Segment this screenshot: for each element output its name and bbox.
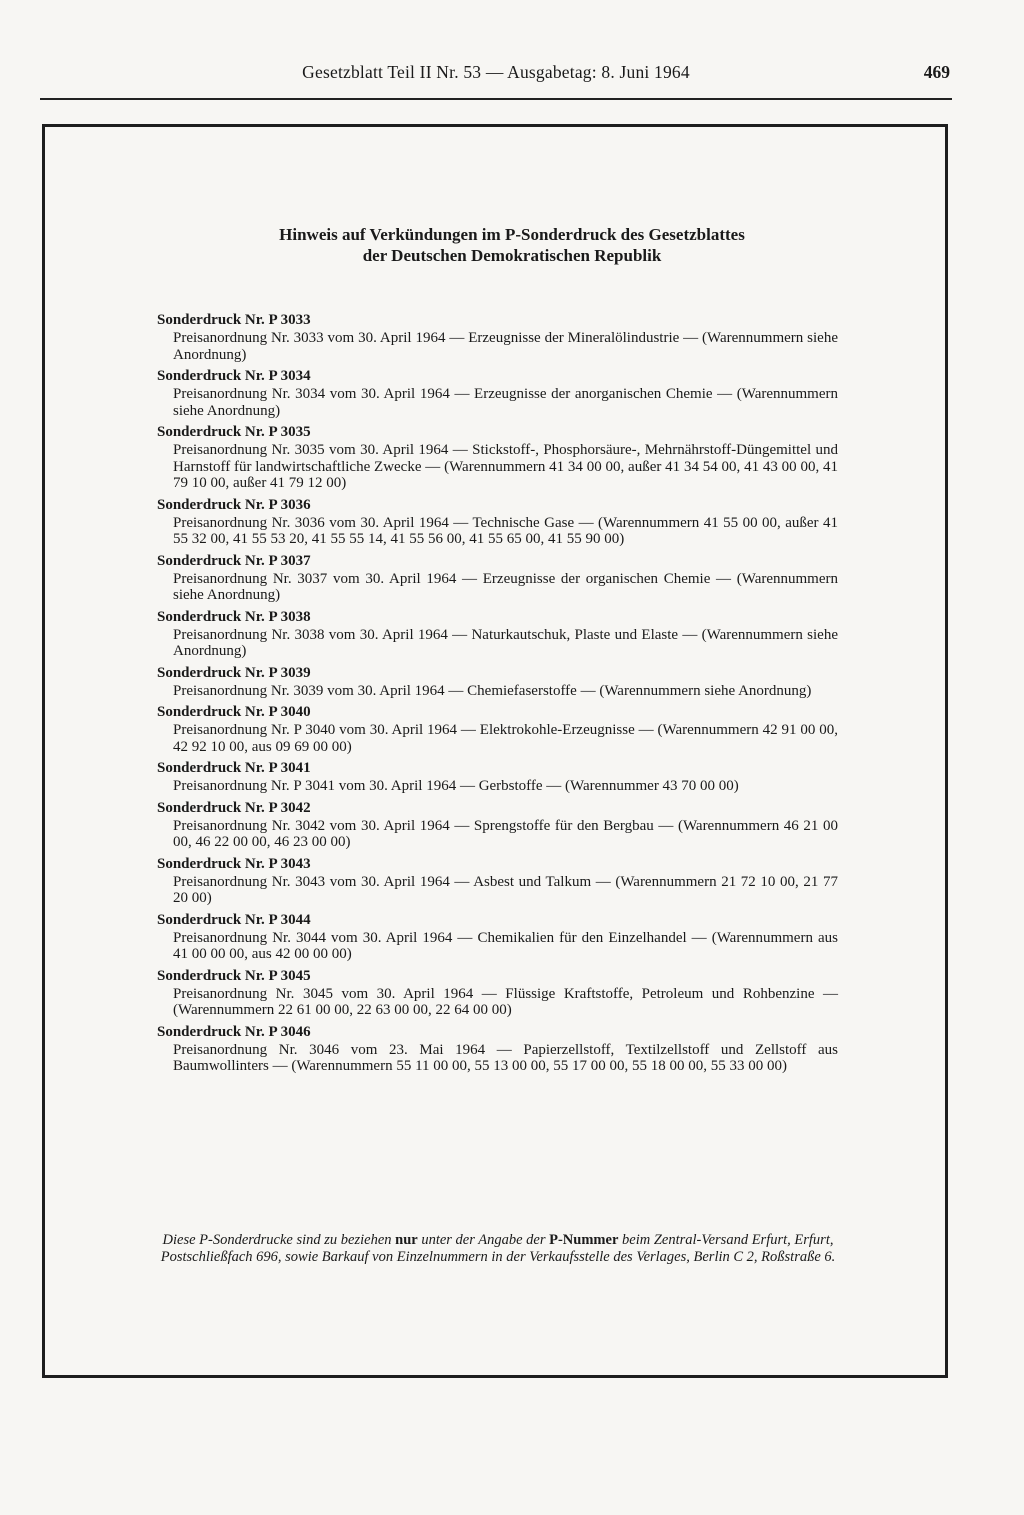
entry-list — [157, 311, 838, 1079]
note-emphasis-nur: nur — [395, 1232, 418, 1248]
entry-title: Sonderdruck Nr. P 3033 — [157, 312, 311, 328]
note-text-1: Diese P-Sonderdrucke sind zu beziehen — [162, 1232, 396, 1248]
entry-text: Preisanordnung Nr. 3034 vom 30. April 1964 — Erzeugnisse der anorganischen Chemie — (Warennummern siehe Anordnung) — [173, 386, 838, 419]
entry-text: Preisanordnung Nr. P 3040 vom 30. April 1964 — Elektrokohle-Erzeugnisse — (Warennummern 42 91 00 00, 42 92 10 00, aus 09 69 00 00) — [173, 722, 838, 755]
entry-text: Preisanordnung Nr. 3044 vom 30. April 1964 — Chemikalien für den Einzelhandel — (Warennummern aus 41 00 00 00, aus 42 00 00 00) — [173, 929, 838, 962]
ordering-note — [160, 1232, 836, 1266]
list-item — [157, 759, 838, 795]
entry-text: Preisanordnung Nr. 3037 vom 30. April 1964 — Erzeugnisse der organischen Chemie — (Warennummern siehe Anordnung) — [173, 570, 838, 603]
list-item — [157, 664, 838, 700]
entry-text: Preisanordnung Nr. 3046 vom 23. Mai 1964 — Papierzellstoff, Textilzellstoff und Zellstoff aus Baumwollinters — (Warennummern 55 11 00 00, 55 13 00 00, 55 17 00 00, 55 18 00 00, 55 33 00 00) — [173, 1041, 838, 1074]
entry-text: Preisanordnung Nr. 3043 vom 30. April 1964 — Asbest und Talkum — (Warennummern 21 72 10 00, 21 77 20 00) — [173, 873, 838, 906]
list-item — [157, 423, 838, 492]
entry-title: Sonderdruck Nr. P 3038 — [157, 608, 311, 625]
entry-title: Sonderdruck Nr. P 3044 — [157, 911, 311, 928]
notice-heading-line-2: der Deutschen Demokratischen Republik — [362, 246, 662, 265]
list-item — [157, 1023, 838, 1075]
entry-title: Sonderdruck Nr. P 3043 — [157, 855, 311, 872]
entry-text: Preisanordnung Nr. 3045 vom 30. April 1964 — Flüssige Kraftstoffe, Petroleum und Rohbenzine — (Warennummern 22 61 00 00, 22 63 00 00, 22 64 00 00) — [173, 985, 838, 1018]
list-item — [157, 552, 838, 604]
entry-text: Preisanordnung Nr. 3038 vom 30. April 1964 — Naturkautschuk, Plaste und Elaste — (Warennummern siehe Anordnung) — [173, 626, 838, 659]
entry-title: Sonderdruck Nr. P 3035 — [157, 424, 311, 440]
entry-title: Sonderdruck Nr. P 3037 — [157, 552, 311, 569]
list-item — [157, 703, 838, 755]
entry-text: Preisanordnung Nr. 3035 vom 30. April 1964 — Stickstoff-, Phosphorsäure-, Mehrnährstoff-Düngemittel und Harnstoff für landwirtschaftliche Zwecke — (Warennummern 41 34 00 00, außer 41 34 54 00, 41 43 00 00, 41 79 10 00, außer 41 79 12 00) — [173, 442, 838, 491]
entry-text: Preisanordnung Nr. P 3041 vom 30. April 1964 — Gerbstoffe — (Warennummer 43 70 00 00) — [173, 778, 739, 794]
entry-text: Preisanordnung Nr. 3036 vom 30. April 1964 — Technische Gase — (Warennummern 41 55 00 00, außer 41 55 32 00, 41 55 53 20, 41 55 55 14, 41 55 56 00, 41 55 65 00, 41 55 90 00) — [173, 514, 838, 547]
list-item — [157, 367, 838, 419]
entry-title: Sonderdruck Nr. P 3039 — [157, 664, 311, 681]
entry-text: Preisanordnung Nr. 3039 vom 30. April 1964 — Chemiefaserstoffe — (Warennummern siehe Anordnung) — [173, 682, 812, 699]
list-item — [157, 799, 838, 851]
entry-title: Sonderdruck Nr. P 3046 — [157, 1023, 311, 1040]
entry-title: Sonderdruck Nr. P 3034 — [157, 368, 311, 384]
notice-heading-line-1: Hinweis auf Verkündungen im P-Sonderdruck des Gesetzblattes — [279, 225, 745, 244]
entry-title: Sonderdruck Nr. P 3036 — [157, 496, 311, 513]
list-item — [157, 608, 838, 660]
entry-title: Sonderdruck Nr. P 3045 — [157, 967, 311, 984]
list-item — [157, 911, 838, 963]
running-head — [40, 58, 952, 100]
list-item — [157, 496, 838, 548]
entry-text: Preisanordnung Nr. 3033 vom 30. April 1964 — Erzeugnisse der Mineralölindustrie — (Warennummern siehe Anordnung) — [173, 330, 838, 363]
note-emphasis-p-nummer: P-Nummer — [549, 1232, 619, 1248]
note-text-2: unter der Angabe der — [417, 1232, 550, 1248]
note-text-3: beim Zentral-Versand Erfurt, Erfurt, Postschließfach 696, sowie Barkauf von Einzelnummern in der Verkaufsstelle des Verlages, Berlin C 2, Roßstraße 6. — [160, 1232, 836, 1265]
notice-heading — [0, 224, 1024, 266]
page-number: 469 — [923, 62, 950, 82]
entry-text: Preisanordnung Nr. 3042 vom 30. April 1964 — Sprengstoffe für den Bergbau — (Warennummern 46 21 00 00, 46 22 00 00, 46 23 00 00) — [173, 817, 838, 850]
entry-title: Sonderdruck Nr. P 3040 — [157, 704, 311, 720]
running-title: Gesetzblatt Teil II Nr. 53 — Ausgabetag: 8. Juni 1964 — [302, 62, 690, 82]
entry-title: Sonderdruck Nr. P 3041 — [157, 760, 311, 776]
list-item — [157, 311, 838, 363]
entry-title: Sonderdruck Nr. P 3042 — [157, 799, 311, 816]
list-item — [157, 967, 838, 1019]
list-item — [157, 855, 838, 907]
